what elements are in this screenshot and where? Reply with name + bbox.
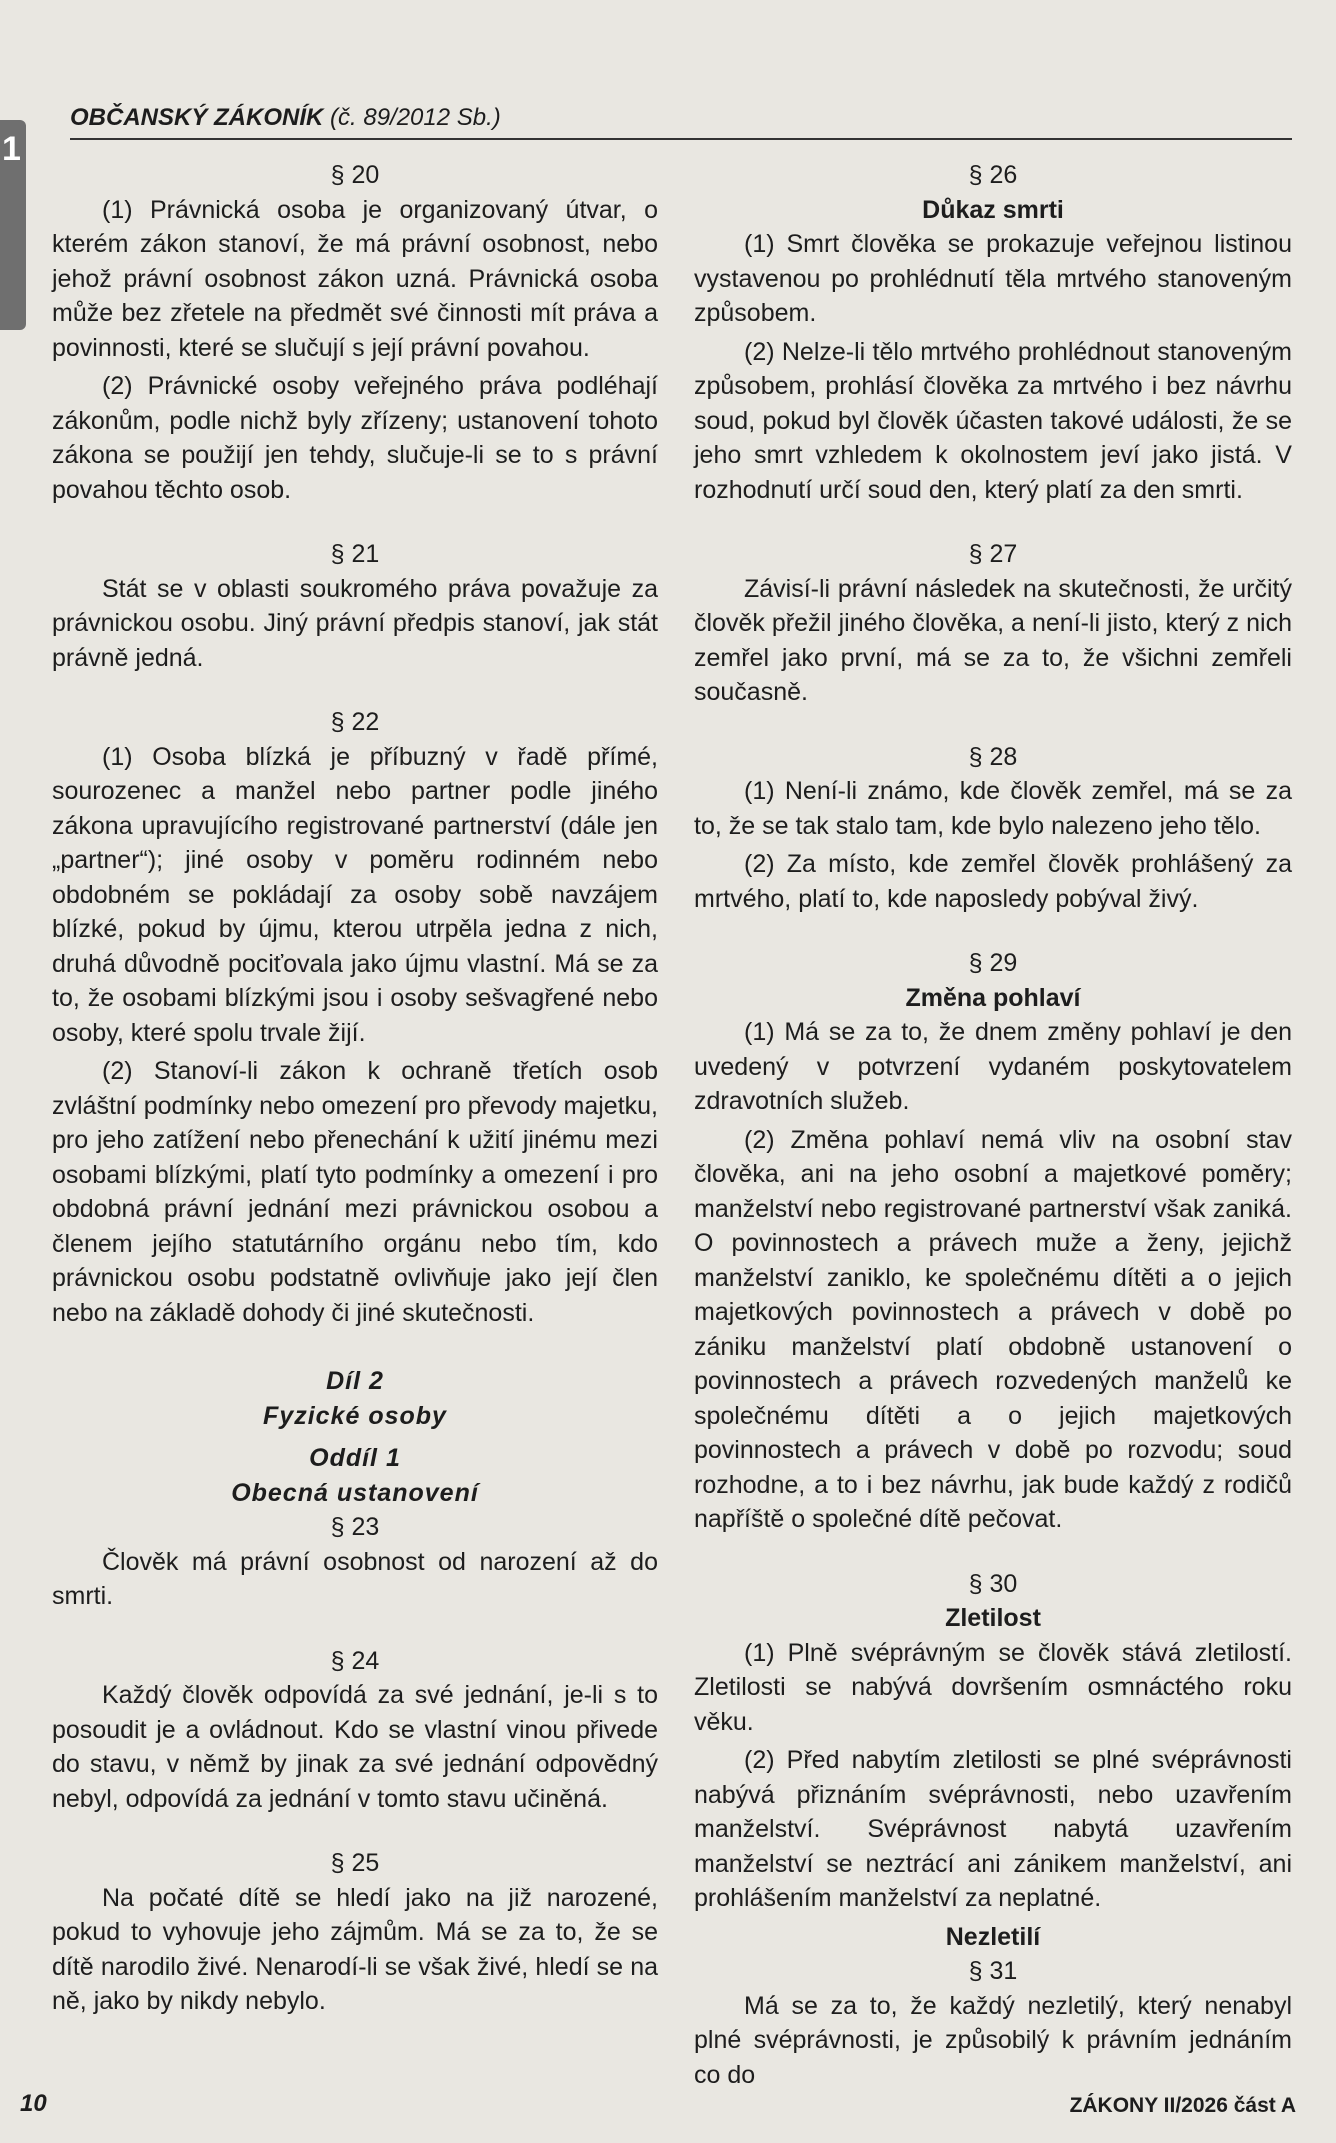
section-title: Důkaz smrti [922, 195, 1064, 224]
right-column [694, 158, 1292, 2096]
section-number: § 22 [330, 708, 380, 736]
division-heading: Fyzické osoby [263, 1401, 447, 1430]
division-heading: Oddíl 1 [309, 1444, 401, 1472]
paragraph: Má se za to, že každý nezletilý, který nenabyl plné svéprávnosti, je způsobilý k právním jednáním co do [694, 1991, 1292, 2089]
paragraph: Stát se v oblasti soukromého práva považuje za právnickou osobu. Jiný právní předpis stanoví, jak stát právně jedná. [52, 574, 658, 672]
left-column [52, 158, 658, 2023]
section-number: § 29 [968, 949, 1018, 977]
section-number: § 27 [968, 540, 1018, 568]
page-number: 10 [20, 2090, 47, 2117]
division-heading: Obecná ustanovení [231, 1478, 479, 1507]
paragraph: Na počaté dítě se hledí jako na již narozené, pokud to vyhovuje jeho zájmům. Má se za to, že se dítě narodilo živé. Nenarodí-li se však živé, hledí se na ně, jako by nikdy nebylo. [52, 1883, 658, 2015]
division-heading: Díl 2 [326, 1367, 384, 1395]
footer-publication: ZÁKONY II/2026 část A [1069, 2094, 1296, 2117]
section-number: § 30 [968, 1569, 1018, 1598]
paragraph: (2) Stanoví-li zákon k ochraně třetích osob zvláštní podmínky nebo omezení pro převody majetku, pro jeho zatížení nebo přenechání k užití jinému mezi osobami blízkými, platí tyto podmínky a omezení i pro obdobná právní jednání mezi právnickou osobou a členem jejího statutárního orgánu nebo tím, kdo právnickou osobu podstatně ovlivňuje jako její člen nebo na základě dohody či jiné skutečnosti. [52, 1057, 658, 1327]
paragraph: (1) Právnická osoba je organizovaný útvar, o kterém zákon stanoví, že má právní osobnost, nebo jehož právní osobnost zákon uzná. Právnická osoba může bez zřetele na předmět své činnosti mít práva a povinnosti, které se slučují s její právní povahou. [52, 195, 658, 362]
paragraph: (2) Nelze-li tělo mrtvého prohlédnout stanoveným způsobem, prohlásí člověka za mrtvého i bez návrhu soud, pokud byl člověk účasten takové události, že se jeho smrt vzhledem k okolnostem jeví jako jistá. V rozhodnutí určí soud den, který platí za den smrti. [694, 337, 1292, 504]
paragraph: Člověk má právní osobnost od narození až do smrti. [52, 1547, 658, 1610]
section-title: Změna pohlaví [905, 983, 1081, 1012]
header-ref: (č. 89/2012 Sb.) [330, 104, 501, 131]
section-number: § 31 [968, 1957, 1018, 1985]
running-header [70, 104, 1292, 140]
paragraph: Závisí-li právní následek na skutečnosti, že určitý člověk přežil jiného člověka, a není-li jisto, který z nich zemřel jako první, má se za to, že všichni zemřeli současně. [694, 574, 1292, 706]
section-number: § 21 [330, 540, 380, 568]
section-number: § 23 [330, 1513, 380, 1541]
header-title: OBČANSKÝ ZÁKONÍK [70, 104, 324, 131]
section-number: § 25 [330, 1849, 380, 1877]
paragraph: (2) Právnické osoby veřejného práva podléhají zákonům, podle nichž byly zřízeny; ustanovení tohoto zákona se použijí jen tehdy, slučuje-li se to s právní povahou těchto osob. [52, 372, 658, 504]
paragraph: (2) Za místo, kde zemřel člověk prohlášený za mrtvého, platí to, kde naposledy pobýval živý. [694, 850, 1292, 913]
section-title: Nezletilí [945, 1922, 1041, 1951]
paragraph: (1) Plně svéprávným se člověk stává zletilostí. Zletilosti se nabývá dovršením osmnáctého roku věku. [694, 1638, 1292, 1736]
section-number: § 26 [968, 161, 1018, 189]
paragraph: (1) Má se za to, že dnem změny pohlaví je den uvedený v potvrzení vydaném poskytovatelem zdravotních služeb. [694, 1018, 1292, 1115]
paragraph: Každý člověk odpovídá za své jednání, je-li s to posoudit je a ovládnout. Kdo se vlastní vinou přivede do stavu, v němž by jinak za své jednání odpovědný nebyl, odpovídá za jednání v tomto stavu učiněná. [52, 1681, 658, 1813]
paragraph: (1) Osoba blízká je příbuzný v řadě přímé, sourozenec a manžel nebo partner podle jiného zákona upravujícího registrované partnerství (dále jen „partner“); jiné osoby v poměru rodinném nebo obdobném se pokládají za osoby sobě navzájem blízké, pokud by újmu, kterou utrpěla jedna z nich, druhá důvodně pociťovala jako újmu vlastní. Má se za to, že osobami blízkými jsou i osoby sešvagřené nebo osoby, které spolu trvale žijí. [52, 742, 658, 1047]
section-title: Zletilost [945, 1604, 1041, 1632]
paragraph: (1) Smrt člověka se prokazuje veřejnou listinou vystavenou po prohlédnutí těla mrtvého stanoveným způsobem. [694, 230, 1292, 327]
paragraph: (1) Není-li známo, kde člověk zemřel, má se za to, že se tak stalo tam, kde bylo nalezeno jeho tělo. [694, 777, 1292, 840]
section-number: § 28 [968, 742, 1018, 771]
section-number: § 20 [330, 161, 380, 189]
paragraph: (2) Před nabytím zletilosti se plné svéprávnosti nabývá přiznáním svéprávnosti, nebo uzavřením manželství. Svéprávnost nabytá uzavřením manželství se neztrácí ani zánikem manželství, ani prohlášením manželství za neplatné. [694, 1746, 1292, 1912]
section-number: § 24 [330, 1646, 380, 1675]
paragraph: (2) Změna pohlaví nemá vliv na osobní stav člověka, ani na jeho osobní a majetkové poměry; manželství nebo registrované partnerství však zaniká. O povinnostech a právech muže a ženy, jejichž manželství zaniklo, ke společnému dítěti a o jejich majetkových povinnostech a právech v době po zániku manželství platí obdobně ustanovení o povinnostech a právech rozvedených manželů ke společnému dítěti a o jejich majetkových povinnostech a právech v době po rozvodu; soud rozhodne, a to i bez návrhu, jak bude každý z rodičů napříště o společné dítě pečovat. [694, 1125, 1292, 1533]
chapter-tab-number: 1 [2, 130, 21, 168]
